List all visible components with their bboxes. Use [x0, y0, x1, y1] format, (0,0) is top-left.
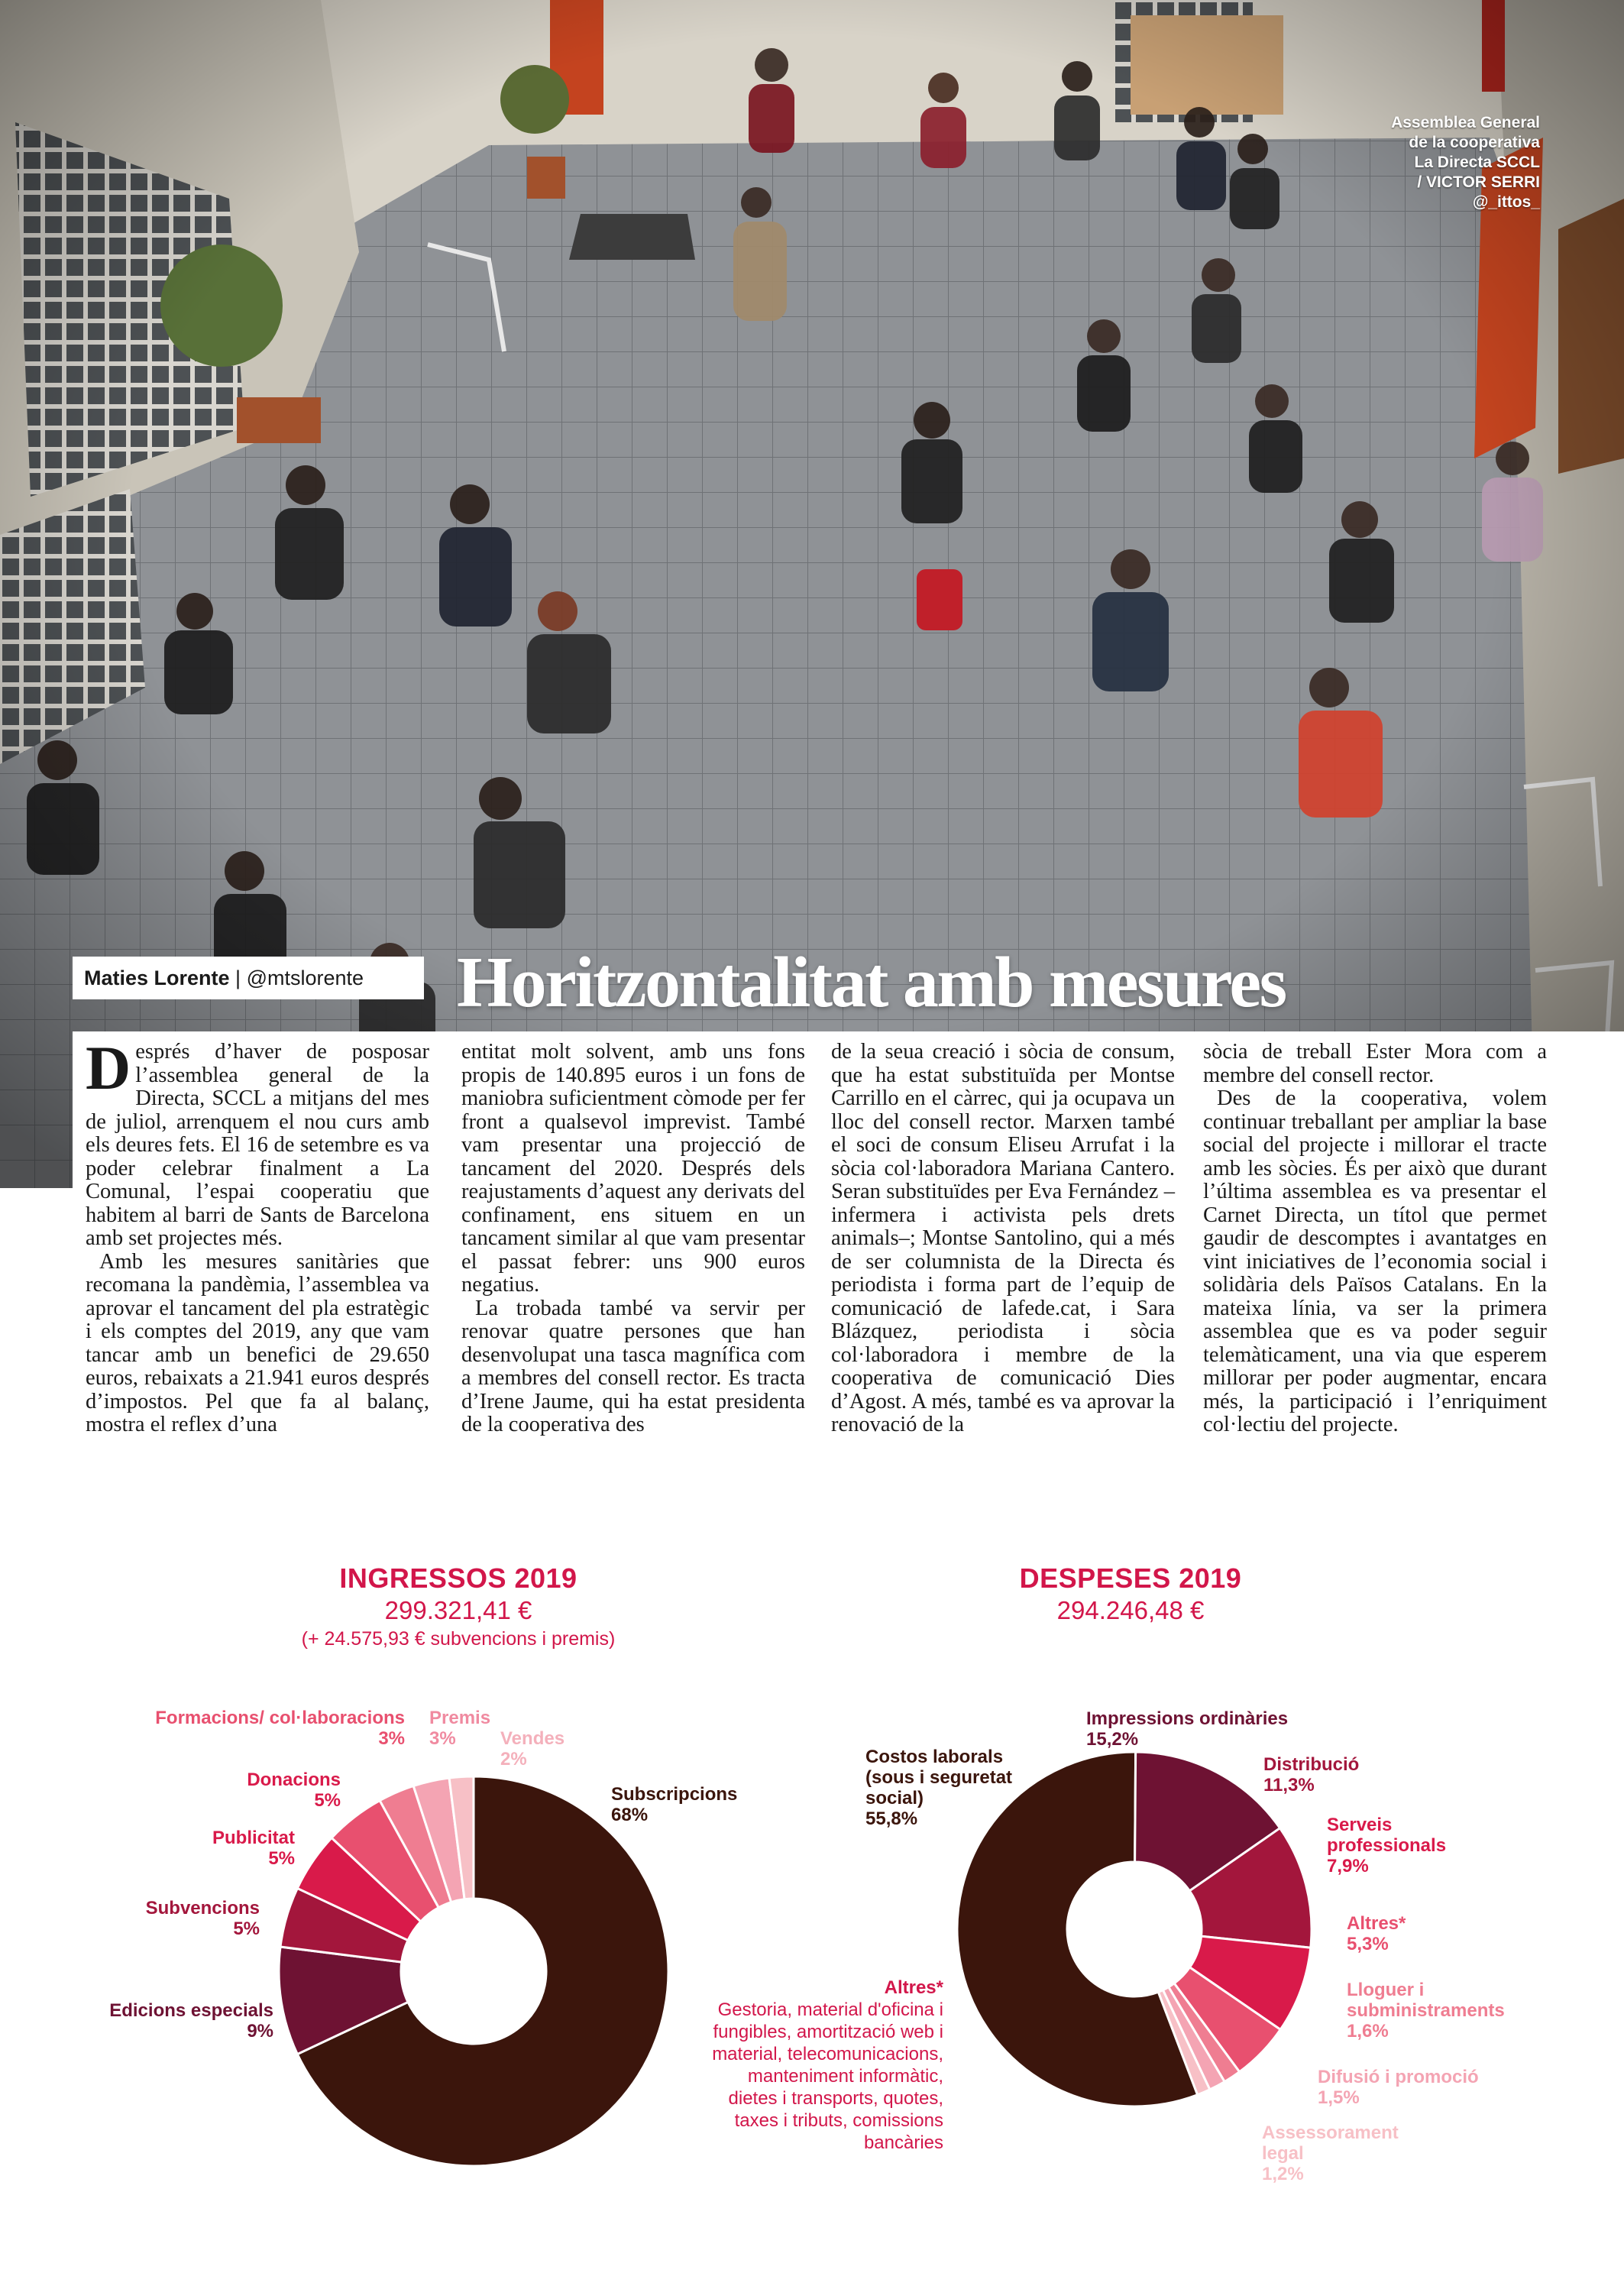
author-handle: @mtslorente — [246, 967, 364, 989]
expenses-label-costos: Costos laborals (sous i seguretat social) 55,8% — [865, 1747, 1013, 1829]
article-column-2: entitat molt solvent, amb uns fons propis de 140.895 euros i un fons de maniobra suficientment còmode per fer front a qualsevol imprevist. També vam presentar una projecció de tancament del 2020. Després dels reajustaments d’aquest any derivats del confinament, ens situem en un tancament similar al que vam presentar el passat febrer: uns 900 euros negatius. La trobada també va servir per renovar quatre persones que han desenvolupat una tasca magnífica com a membres del consell rector. Es tracta d’Irene Jaume, qui ha estat presidenta de la cooperativa des — [461, 1040, 805, 1436]
expenses-label-lloguer: Lloguer i subministraments 1,6% — [1347, 1980, 1505, 2042]
income-label-subvencions: Subvencions 5% — [145, 1898, 260, 1939]
income-label-formacions: Formacions/ col·laboracions 3% — [155, 1708, 405, 1749]
income-chart-title: INGRESSOS 2019 299.321,41 € (+ 24.575,93 € subvencions i premis) — [301, 1562, 616, 1650]
headline: Horitzontalitat amb mesures — [457, 943, 1286, 1022]
drop-cap: D — [86, 1033, 131, 1103]
income-label-publicitat: Publicitat 5% — [212, 1828, 295, 1869]
article-column-4: sòcia de treball Ester Mora com a membre del consell rector. Des de la cooperativa, volem continuar treballant per ampliar la base social del projecte i millorar el tracte amb les sòcies. És per això que durant l’última assemblea es va presentar el Carnet Directa, un títol que permet gaudir de descomptes i avantatges en vint iniciatives de l’economia social i solidària dels Països Catalans. En la mateixa línia, va ser la primera assemblea que es va poder seguir telemàticament, una via que esperem millorar per poder augmentar, encara més, la participació i l’enriquiment col·lectiu del projecte. — [1203, 1040, 1547, 1436]
income-label-subscripcions: Subscripcions 68% — [611, 1784, 738, 1825]
income-label-vendes: Vendes 2% — [500, 1728, 565, 1770]
expenses-footnote: Altres* Gestoria, material d'oficina i fungibles, amortització web i material, telecomunicacions, manteniment informàtic, dietes i transports, quotes, taxes i tributs, comissions bancàries — [712, 1977, 943, 2153]
expenses-label-altres: Altres* 5,3% — [1347, 1913, 1406, 1954]
expenses-label-assessorament: Assessorament legal 1,2% — [1262, 2122, 1399, 2184]
author-name: Maties Lorente — [84, 967, 230, 989]
income-label-premis: Premis 3% — [429, 1708, 491, 1749]
expenses-label-impressions: Impressions ordinàries 15,2% — [1086, 1708, 1289, 1750]
article-column-3: de la seua creació i sòcia de consum, que ha estat substituïda per Montse Carrillo en el càrrec, qui ja ocupava un lloc del consell rector. Marxen també el soci de consum Eliseu Arrufat i la sòcia col·laboradora Mariana Cantero. Seran substituïdes per Eva Fernández –infermera i activista pels drets animals–; Montse Santolino, qui a més de ser columnista de la Directa és periodista i forma part de l’equip de comunicació de lafede.cat, i Sara Blázquez, periodista i sòcia col·laboradora i membre de la cooperativa de comunicació Dies d’Agost. A més, també es va aprovar la renovació de la — [831, 1040, 1175, 1436]
income-label-edicions: Edicions especials 9% — [109, 2000, 273, 2042]
article-column-1: Després d’haver de posposar l’assemblea general de la Directa, SCCL a mitjans del mes de juliol, arrenquem el nou curs amb els deures fets. El 16 de setembre es va poder celebrar finalment a La Comunal, l’espai cooperatiu que habitem al barri de Sants de Barcelona amb set projectes més. Amb les mesures sanitàries que recomana la pandèmia, l’assemblea va aprovar el tancament del pla estratègic i els comptes del 2019, any que vam tancar amb un benefici de 29.650 euros, rebaixats a 21.941 euros després d’impostos. Pel que fa al balanç, mostra el reflex d’una — [86, 1033, 429, 1436]
photo-credit: Assemblea General de la cooperativa La Directa SCCL / VICTOR SERRI @_ittos_ — [1391, 114, 1540, 211]
expenses-label-distribucio: Distribució 11,3% — [1263, 1754, 1360, 1795]
byline: Maties Lorente | @mtslorente — [84, 967, 364, 989]
expenses-chart-title: DESPESES 2019 294.246,48 € — [1019, 1562, 1242, 1624]
expenses-label-serveis: Serveis professionals 7,9% — [1327, 1815, 1447, 1876]
expenses-label-difusio: Difusió i promoció 1,5% — [1318, 2067, 1479, 2108]
income-label-donacions: Donacions 5% — [247, 1770, 341, 1811]
